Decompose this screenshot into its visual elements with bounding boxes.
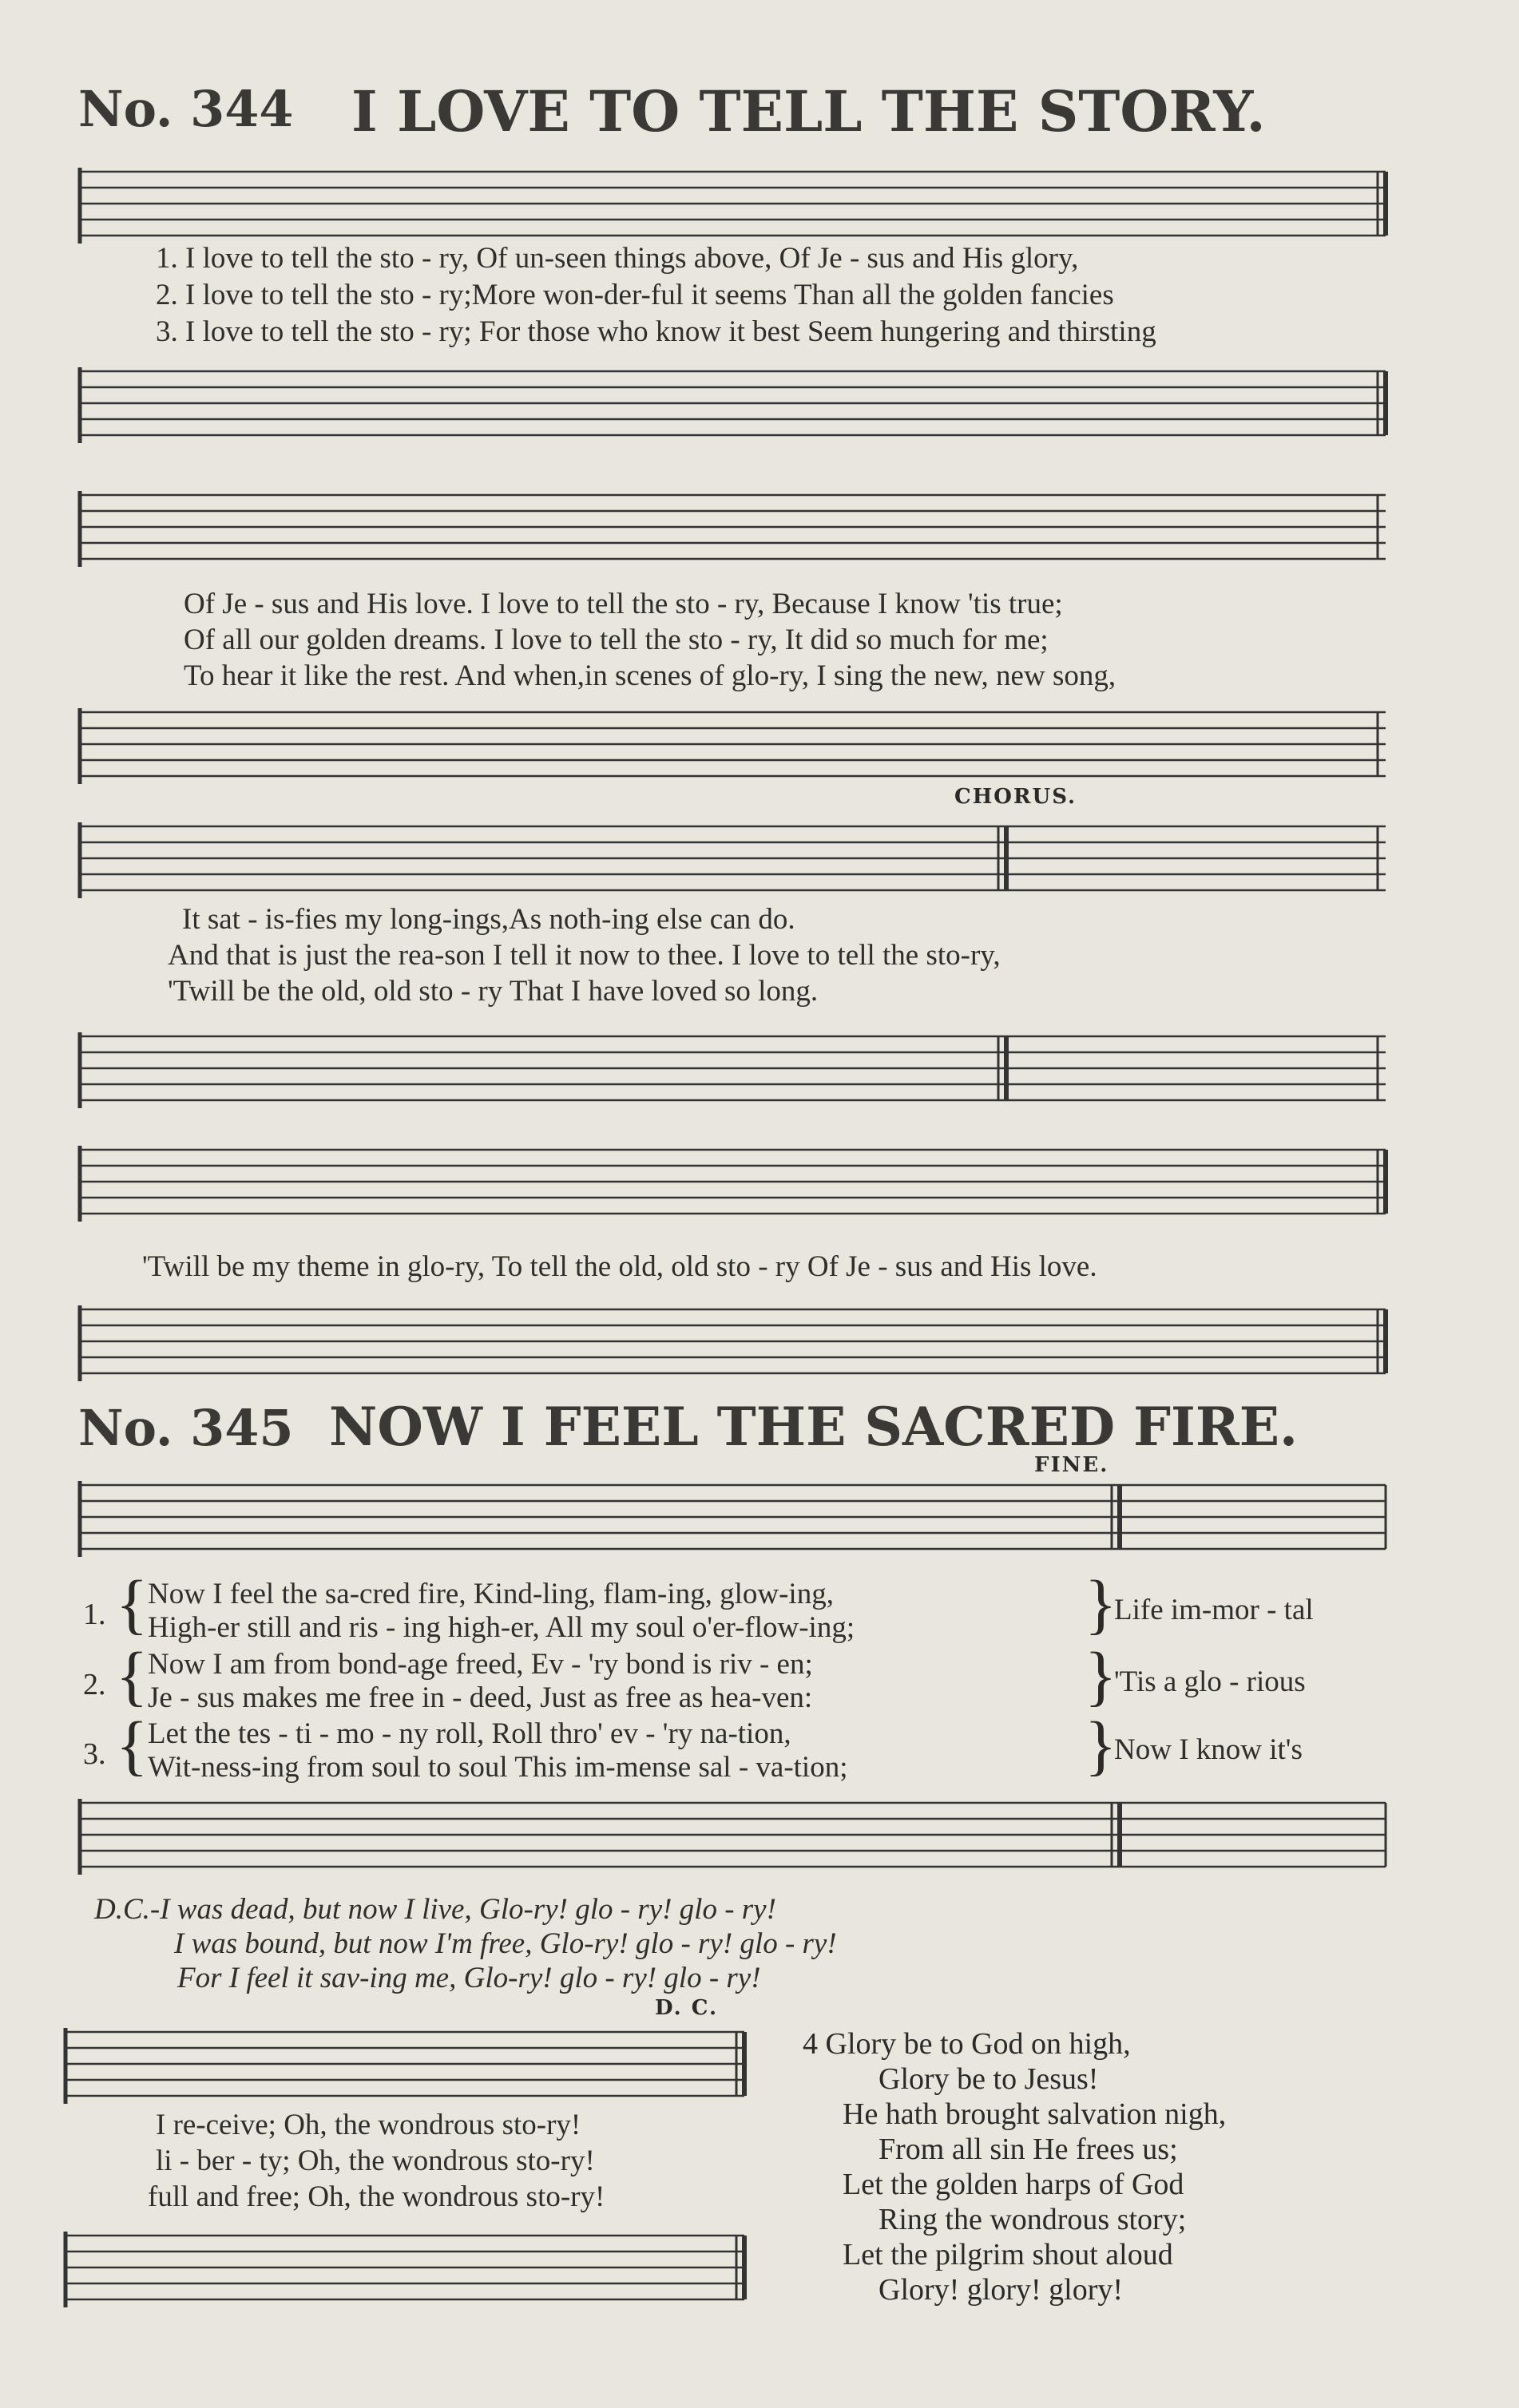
lyric-line: li - ber - ty; Oh, the wondrous sto-ry! [156,2145,595,2177]
verse-number: 1. [83,1598,106,1631]
verse4-line: Ring the wondrous story; [878,2203,1187,2236]
dc-line: I was bound, but now I'm free, Glo-ry! glo - ry! glo - ry! [174,1927,837,1960]
hymn-345-number: No. 345 [78,1399,294,1457]
lyric-line: I re-ceive; Oh, the wondrous sto-ry! [156,2109,581,2141]
staff-lines [56,479,1390,575]
staff-system-4-treble [56,1134,1390,1230]
refrain-text: Life im-mor - tal [1114,1594,1314,1626]
lyric-line: Of all our golden dreams. I love to tell the sto - ry, It did so much for me; [184,624,1049,656]
lyric-line: Let the tes - ti - mo - ny roll, Roll thro' ev - 'ry na-tion, [148,1717,791,1750]
chorus-label: CHORUS. [954,785,1077,809]
staff-system-1-bass [56,355,1390,451]
staff-system-6-treble [58,2016,752,2112]
staff-system-3-treble [56,810,1390,906]
lyric-line: 'Twill be the old, old sto - ry That I have loved so long. [168,975,819,1008]
verse4-line: Glory! glory! glory! [878,2273,1124,2307]
verse-brace: { [116,1709,149,1783]
staff-system-2-bass [56,696,1390,792]
staff-lines [56,156,1390,251]
verse-brace: } [1085,1639,1117,1713]
lyric-line: And that is just the rea-son I tell it now to thee. I love to tell the sto-ry, [168,939,1001,972]
refrain-text: 'Tis a glo - rious [1114,1665,1306,1698]
verse-brace: } [1085,1567,1117,1642]
hymn-345-title: NOW I FEEL THE SACRED FIRE. [329,1396,1299,1458]
staff-lines [56,1469,1390,1565]
staff-system-2-treble [56,479,1390,575]
verse4-line: He hath brought salvation nigh, [843,2097,1227,2131]
verse-brace: } [1085,1709,1117,1783]
staff-system-3-bass [56,1020,1390,1116]
lyric-line: Now I feel the sa-cred fire, Kind-ling, flam-ing, glow-ing, [148,1578,834,1610]
hymn-344-title: I LOVE TO TELL THE STORY. [351,78,1266,145]
lyric-line: Je - sus makes me free in - deed, Just as free as hea-ven: [148,1681,813,1714]
staff-system-5-treble [56,1469,1390,1565]
lyric-line: 1. I love to tell the sto - ry, Of un-seen things above, Of Je - sus and His glory, [156,242,1079,275]
staff-system-1-treble [56,156,1390,251]
staff-lines [56,1134,1390,1230]
staff-lines [56,355,1390,451]
verse-number: 2. [83,1668,106,1701]
dc-line: D.C.-I was dead, but now I live, Glo-ry! glo - ry! glo - ry! [94,1893,776,1926]
fine-label: FINE. [1034,1453,1109,1477]
lyric-line: To hear it like the rest. And when,in scenes of glo-ry, I sing the new, new song, [184,659,1116,692]
staff-lines [56,1293,1390,1389]
verse4-line: Glory be to Jesus! [878,2062,1099,2096]
lyric-line: High-er still and ris - ing high-er, All my soul o'er-flow-ing; [148,1611,855,1644]
verse-brace: { [116,1639,149,1713]
staff-lines [56,696,1390,792]
verse4-line: Let the pilgrim shout aloud [843,2238,1173,2271]
staff-lines [58,2220,752,2315]
verse-number: 3. [83,1737,106,1771]
staff-lines [56,810,1390,906]
lyric-line: full and free; Oh, the wondrous sto-ry! [148,2180,605,2213]
dc-line: For I feel it sav-ing me, Glo-ry! glo - ry! glo - ry! [177,1962,761,1994]
lyric-line: Wit-ness-ing from soul to soul This im-mense sal - va-tion; [148,1751,848,1784]
staff-lines [58,2016,752,2112]
lyric-line: Of Je - sus and His love. I love to tell the sto - ry, Because I know 'tis true; [184,588,1063,620]
dc-label: D. C. [655,1996,719,2020]
lyric-line: It sat - is-fies my long-ings,As noth-ing else can do. [182,903,795,936]
staff-system-6-bass [58,2220,752,2315]
staff-system-5-bass [56,1787,1390,1883]
lyric-line: 2. I love to tell the sto - ry;More won-der-ful it seems Than all the golden fancies [156,279,1114,311]
staff-system-4-bass [56,1293,1390,1389]
verse4-line: From all sin He frees us; [878,2133,1178,2166]
hymn-344-number: No. 344 [78,80,294,138]
verse4-line: 4 Glory be to God on high, [803,2027,1131,2061]
verse4-line: Let the golden harps of God [843,2168,1184,2201]
lyric-line: Now I am from bond-age freed, Ev - 'ry bond is riv - en; [148,1648,813,1681]
refrain-text: Now I know it's [1114,1733,1303,1766]
verse-brace: { [116,1567,149,1642]
lyric-line: 'Twill be my theme in glo-ry, To tell the old, old sto - ry Of Je - sus and His love. [142,1250,1097,1283]
staff-lines [56,1787,1390,1883]
staff-lines [56,1020,1390,1116]
lyric-line: 3. I love to tell the sto - ry; For those who know it best Seem hungering and thirsting [156,315,1156,348]
